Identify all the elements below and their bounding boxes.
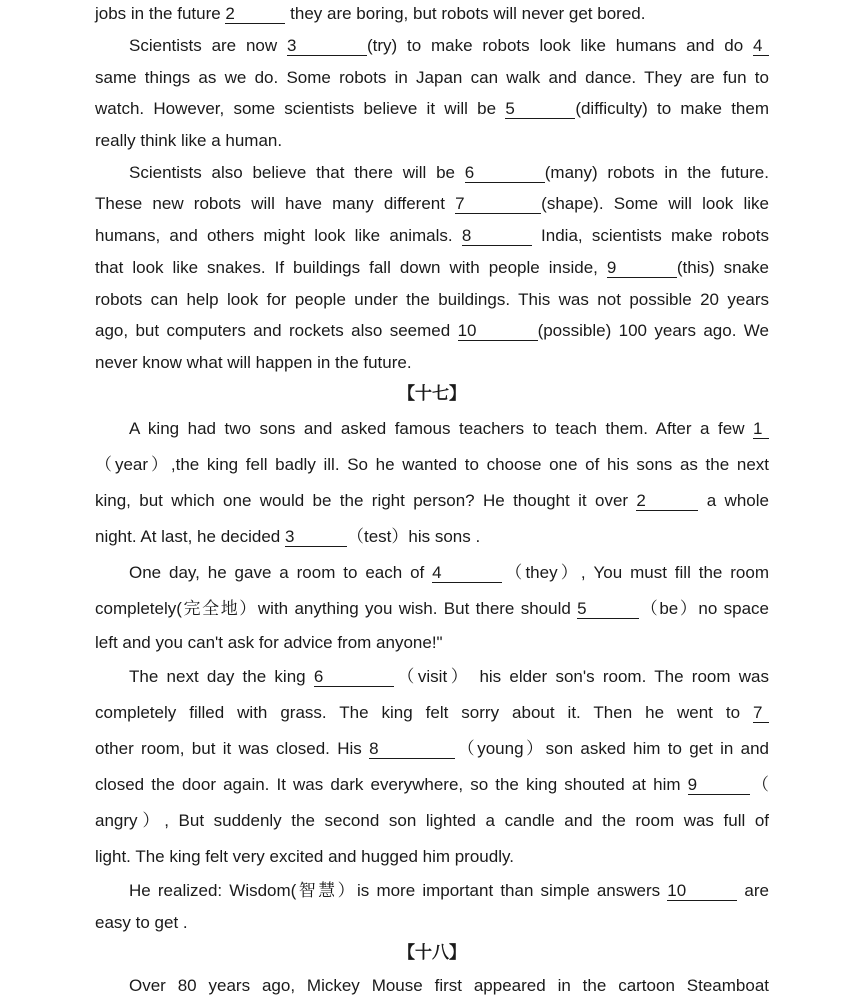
text-line: A king had two sons and asked famous teachers to teach them. After a few 1 bbox=[129, 418, 769, 440]
text-line: left and you can't ask for advice from anyone!" bbox=[95, 633, 443, 652]
text-line: （year）,the king fell badly ill. So he wanted to choose one of his sons as the next bbox=[95, 455, 769, 474]
answer-blank[interactable]: 5 bbox=[505, 100, 575, 119]
answer-blank[interactable]: 1 bbox=[753, 420, 769, 439]
answer-blank[interactable]: 8 bbox=[369, 740, 455, 759]
text-line: completely(完全地）with anything you wish. But there should 5 （be）no space bbox=[95, 599, 770, 618]
text-line: The next day the king 6 （visit） his elder son's room. The room was bbox=[129, 667, 769, 686]
text-line: other room, but it was closed. His 8 （young）son asked him to get in and bbox=[95, 739, 770, 758]
section-heading: 【十七】 bbox=[398, 384, 466, 403]
text-line: robots can help look for people under the buildings. This was not possible 20 years bbox=[95, 290, 769, 309]
text-line: night. At last, he decided 3 （test）his sons . bbox=[95, 527, 481, 546]
text-line: Scientists are now 3 (try) to make robots look like humans and do 4 bbox=[129, 35, 769, 57]
text-line: angry）, But suddenly the second son lighted a candle and the room was full of bbox=[95, 811, 769, 830]
answer-blank[interactable]: 7 bbox=[753, 704, 769, 723]
text-line: never know what will happen in the future. bbox=[95, 353, 412, 372]
text-line: really think like a human. bbox=[95, 131, 283, 150]
text-line: ago, but computers and rockets also seemed 10 (possible) 100 years ago. We bbox=[95, 321, 769, 340]
text-line: completely filled with grass. The king felt sorry about it. Then he went to 7 bbox=[95, 702, 769, 724]
text-line: watch. However, some scientists believe it will be 5 (difficulty) to make them bbox=[95, 99, 770, 118]
answer-blank[interactable]: 3 bbox=[287, 37, 367, 56]
text-line: easy to get . bbox=[95, 913, 188, 932]
text-line: humans, and others might look like animals. 8 India, scientists make robots bbox=[95, 226, 769, 245]
text-line: same things as we do. Some robots in Japan can walk and dance. They are fun to bbox=[95, 68, 769, 87]
answer-blank[interactable]: 2 bbox=[636, 492, 698, 511]
text-line: light. The king felt very excited and hugged him proudly. bbox=[95, 847, 514, 866]
text-line: closed the door again. It was dark everywhere, so the king shouted at him 9 （ bbox=[95, 775, 769, 794]
answer-blank[interactable]: 4 bbox=[432, 564, 502, 583]
text-line: These new robots will have many different 7 (shape). Some will look like bbox=[95, 194, 770, 213]
answer-blank[interactable]: 8 bbox=[462, 227, 532, 246]
answer-blank[interactable]: 2 bbox=[225, 5, 285, 24]
answer-blank[interactable]: 10 bbox=[458, 322, 538, 341]
text-line: that look like snakes. If buildings fall down with people inside, 9 (this) snake bbox=[95, 258, 769, 277]
text-line: Over 80 years ago, Mickey Mouse first appeared in the cartoon Steamboat bbox=[129, 976, 769, 995]
answer-blank[interactable]: 5 bbox=[577, 600, 639, 619]
text-line: One day, he gave a room to each of 4 （they）, You must fill the room bbox=[129, 563, 769, 582]
answer-blank[interactable]: 4 bbox=[753, 37, 769, 56]
answer-blank[interactable]: 9 bbox=[607, 259, 677, 278]
answer-blank[interactable]: 9 bbox=[688, 776, 750, 795]
answer-blank[interactable]: 6 bbox=[465, 164, 545, 183]
text-line: Scientists also believe that there will be 6 (many) robots in the future. bbox=[129, 163, 769, 182]
answer-blank[interactable]: 3 bbox=[285, 528, 347, 547]
text-line: king, but which one would be the right person? He thought it over 2 a whole bbox=[95, 491, 769, 510]
answer-blank[interactable]: 7 bbox=[455, 195, 541, 214]
text-line: jobs in the future 2 they are boring, but robots will never get bored. bbox=[95, 4, 646, 23]
section-heading: 【十八】 bbox=[398, 943, 466, 962]
answer-blank[interactable]: 10 bbox=[667, 882, 737, 901]
text-line: He realized: Wisdom(智慧）is more important than simple answers 10 are bbox=[129, 881, 769, 900]
answer-blank[interactable]: 6 bbox=[314, 668, 394, 687]
